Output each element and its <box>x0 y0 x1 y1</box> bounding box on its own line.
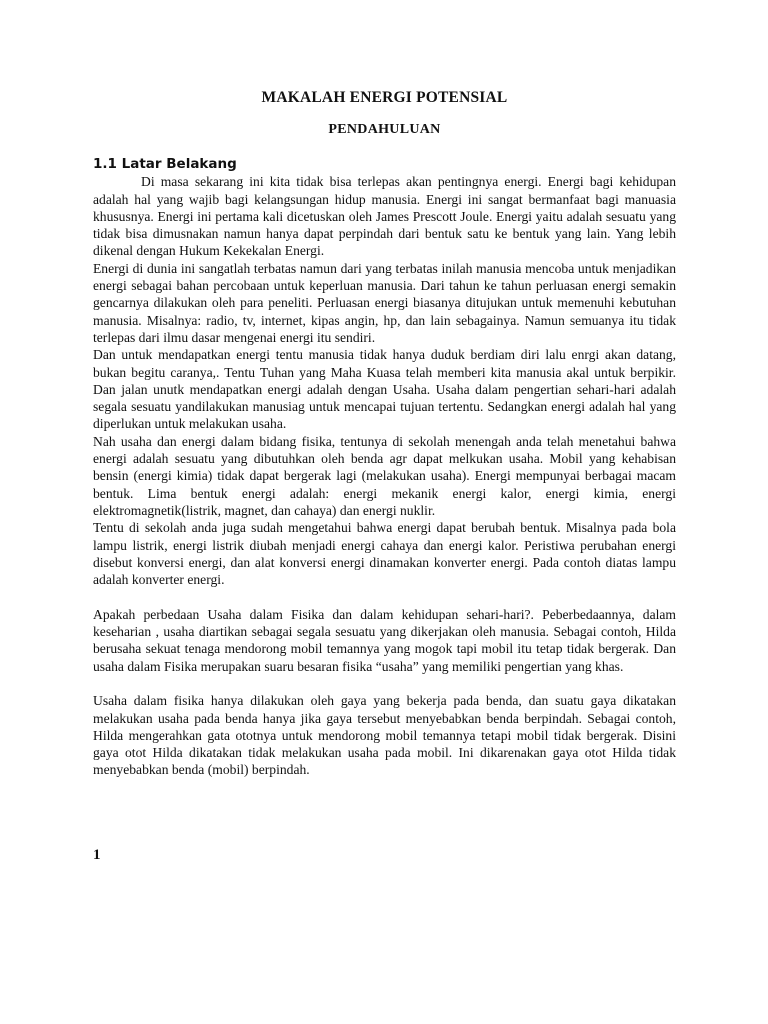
page-number: 1 <box>93 847 101 863</box>
paragraph-5: Tentu di sekolah anda juga sudah mengetahui bahwa energi dapat berubah bentuk. Misalnya pada bola lampu listrik, energi listrik diubah menjadi energi cahaya dan energi kalor. Peristiwa perubahan energi disebut konversi energi, dan alat konversi energi dinamakan konverter energi. Pada contoh diatas lampu adalah konverter energi. <box>93 520 676 588</box>
paragraph-spacer <box>93 675 676 692</box>
document-body <box>93 156 676 779</box>
paragraph-6: Apakah perbedaan Usaha dalam Fisika dan dalam kehidupan sehari-hari?. Peberbedaannya, dalam keseharian , usaha diartikan sebagai segala sesuatu yang dikerjakan oleh manusia. Sebagai contoh, Hilda berusaha sekuat tenaga mendorong mobil temannya yang mogok tapi mobil itu tetap tidak bergerak. Dan usaha dalam Fisika merupakan suaru besaran fisika “usaha” yang memiliki pengertian yang khas. <box>93 606 676 674</box>
paragraph-2: Energi di dunia ini sangatlah terbatas namun dari yang terbatas inilah manusia mencoba untuk menjadikan energi sebagai bahan percobaan untuk keperluan manusia. Dari tahun ke tahun perluasan energi semakin gencarnya dilakukan oleh para peneliti. Perluasan energi biasanya ditujukan untuk memenuhi kebutuhan manusia. Misalnya: radio, tv, internet, kipas angin, hp, dan lain sebagainya. Namun semuanya itu tidak terlepas dari ilmu dasar mengenai energi itu sendiri. <box>93 260 676 345</box>
paragraph-3: Dan untuk mendapatkan energi tentu manusia tidak hanya duduk berdiam diri lalu enrgi akan datang, bukan begitu caranya,. Tentu Tuhan yang Maha Kuasa telah memberi kita manusia akal untuk berpikir. Dan jalan unutk mendapatkan energi adalah dengan Usaha. Usaha dalam pengertian sehari-hari adalah segala sesuatu yandilakukan manusiag untuk mencapai tujuan tertentu. Sedangkan energi adalah hal yang diperlukan untuk melakukan usaha. <box>93 347 676 432</box>
document-subtitle: PENDAHULUAN <box>328 122 441 137</box>
document-title: MAKALAH ENERGI POTENSIAL <box>261 89 508 106</box>
paragraph-4: Nah usaha dan energi dalam bidang fisika, tentunya di sekolah menengah anda telah menetahui bahwa energi adalah sesuatu yang dibutuhkan oleh benda agr dapat melkukan usaha. Mobil yang kehabisan bensin (energi kimia) tidak dapat bergerak lagi (melakukan usaha). Energi mempunyai berbagai macam bentuk. Lima bentuk energi adalah: energi mekanik energi kalor, energi kimia, energi elektromagnetik(listrik, magnet, dan cahaya) dan energi nuklir. <box>93 433 676 518</box>
paragraph-7: Usaha dalam fisika hanya dilakukan oleh gaya yang bekerja pada benda, dan suatu gaya dikatakan melakukan usaha pada benda hanya jika gaya tersebut menyebabkan benda berpindah. Sebagai contoh, Hilda mengerahkan gata ototnya untuk mendorong mobil temannya tetapi mobil tidak bergerak. Disini gaya otot Hilda dikatakan tidak melakukan usaha pada mobil. Ini dikarenakan gaya otot Hilda tidak menyebabkan benda (mobil) berpindah. <box>93 693 676 778</box>
section-heading: 1.1 Latar Belakang <box>93 156 237 172</box>
paragraph-spacer <box>93 588 676 605</box>
paragraph-1: Di masa sekarang ini kita tidak bisa terlepas akan pentingnya energi. Energi bagi kehidupan adalah hal yang wajib bagi kelangsungan hidup manusia. Energi ini sangat bermanfaat bagi manuasia khususnya. Energi ini pertama kali dicetuskan oleh James Prescott Joule. Energi yaitu adalah sesuatu yang tidak bisa dimusnakan namun hanya dapat perpindah dari bentuk satu ke bentuk yang lain. Yang lebih dikenal dengan Hukum Kekekalan Energi. <box>93 174 676 259</box>
